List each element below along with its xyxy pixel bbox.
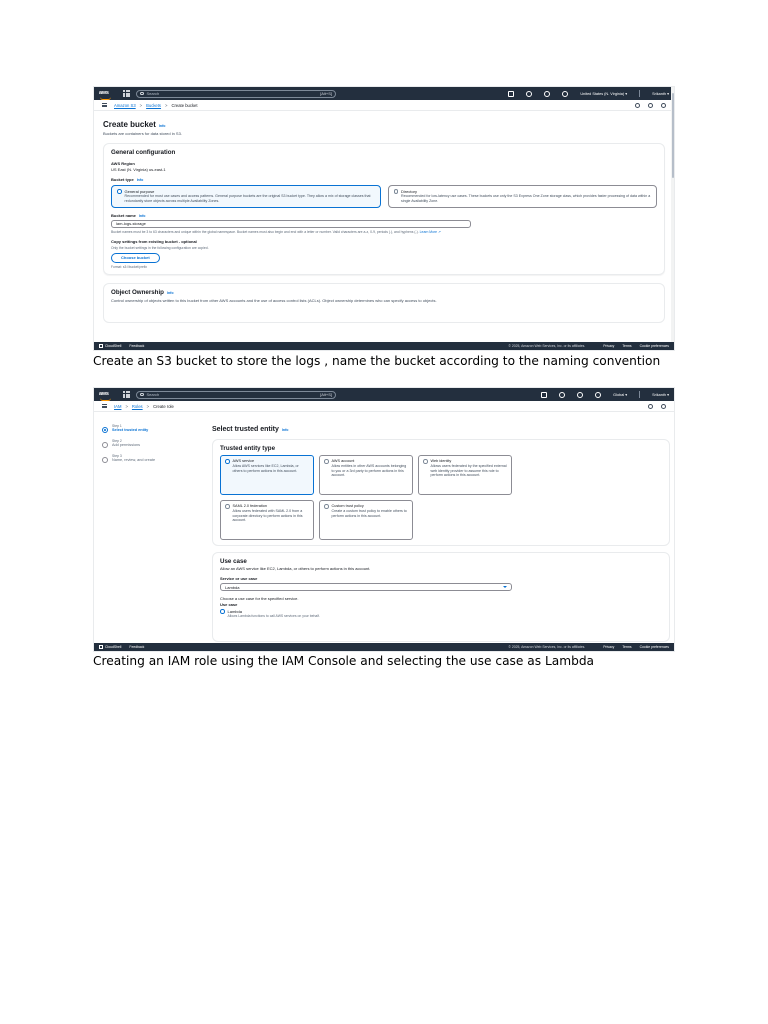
breadcrumb-bar bbox=[94, 401, 674, 412]
aws-top-nav bbox=[94, 87, 674, 100]
panel-title bbox=[111, 289, 657, 296]
notifications-icon[interactable] bbox=[648, 103, 653, 108]
service-select-value: Lambda bbox=[225, 584, 240, 590]
radio-icon[interactable] bbox=[324, 459, 329, 464]
aws-top-nav bbox=[94, 388, 674, 401]
use-case-option-desc: Allows Lambda functions to call AWS services on your behalf. bbox=[227, 614, 320, 618]
privacy-link[interactable]: Privacy bbox=[603, 645, 615, 649]
cloudshell-icon[interactable] bbox=[541, 392, 547, 398]
panel-title: Trusted entity type bbox=[220, 445, 276, 452]
radio-icon[interactable] bbox=[423, 459, 428, 464]
step-number: Step 1 bbox=[112, 424, 122, 428]
bucket-name-hint bbox=[111, 230, 657, 234]
info-link[interactable]: Info bbox=[136, 178, 144, 182]
use-case-description: Allow an AWS service like EC2, Lambda, or others to perform actions in this account. bbox=[220, 566, 371, 571]
entity-title: Web identity bbox=[430, 459, 452, 463]
page-title-text: Create bucket bbox=[103, 120, 156, 129]
entity-saml-federation[interactable] bbox=[220, 500, 314, 540]
scrollbar[interactable] bbox=[671, 87, 674, 350]
info-link[interactable]: Info bbox=[138, 213, 146, 218]
card-description: Recommended for most use cases and access patterns. General purpose buckets are the original S3 bucket type. They allow a mix of storage classes that redundantly store objects across multiple Availability Zones. bbox=[124, 194, 371, 203]
region-selector[interactable]: Global ▾ bbox=[613, 393, 628, 397]
entity-description: Create a custom trust policy to enable others to perform actions in this account. bbox=[331, 508, 407, 518]
privacy-link[interactable]: Privacy bbox=[603, 344, 615, 348]
card-description: Recommended for low-latency use cases. These buckets use only the S3 Express One Zone storage class, which provides faster processing of data within a single Availability Zone. bbox=[401, 194, 651, 203]
wizard-step-2 bbox=[102, 439, 202, 447]
step-pending-icon bbox=[102, 457, 108, 463]
feedback-link[interactable]: Feedback bbox=[129, 645, 145, 649]
breadcrumb-bar bbox=[94, 100, 674, 111]
radio-icon[interactable] bbox=[324, 504, 329, 509]
chevron-right-icon: > bbox=[125, 403, 128, 409]
use-case-label: Use case bbox=[220, 602, 238, 607]
aws-logo[interactable]: aws bbox=[99, 392, 113, 398]
wizard-step-1[interactable] bbox=[102, 424, 202, 432]
chevron-down-icon bbox=[503, 586, 507, 588]
entity-title: Custom trust policy bbox=[331, 504, 364, 508]
iam-create-role-screenshot bbox=[93, 387, 675, 652]
card-title: Directory bbox=[401, 189, 418, 194]
ownership-title-text: Object Ownership bbox=[111, 288, 164, 296]
bucket-type-general-purpose[interactable] bbox=[111, 185, 381, 208]
search-placeholder: Search bbox=[146, 91, 160, 96]
cloudshell-icon[interactable] bbox=[508, 91, 514, 97]
bucket-name-label bbox=[111, 213, 657, 218]
cookie-preferences-link[interactable]: Cookie preferences bbox=[639, 645, 669, 649]
entity-description: Allows users federated by the specified external web identity provider to assume this role to perform actions in this account. bbox=[430, 463, 507, 478]
info-circle-icon[interactable] bbox=[648, 404, 653, 409]
cloudshell-icon bbox=[99, 645, 103, 649]
panel-description: Control ownership of objects written to this bucket from other AWS accounts and the use of access control lists (ACLs). Object ownership determines who can specify access to objects. bbox=[111, 297, 437, 303]
s3-create-bucket-screenshot bbox=[93, 86, 675, 351]
bucket-type-label bbox=[111, 177, 657, 182]
info-link[interactable]: Info bbox=[166, 290, 174, 295]
general-configuration-panel bbox=[103, 143, 665, 275]
entity-title: AWS account bbox=[331, 459, 355, 463]
help-icon[interactable] bbox=[577, 392, 583, 398]
search-input[interactable] bbox=[136, 391, 336, 399]
info-link[interactable]: Info bbox=[281, 428, 289, 432]
bell-icon[interactable] bbox=[526, 91, 532, 97]
region-label: AWS Region bbox=[111, 161, 135, 166]
step-label: Name, review, and create bbox=[112, 458, 156, 462]
step-pending-icon bbox=[102, 442, 108, 448]
page-subtitle: Buckets are containers for data stored in S3. bbox=[103, 131, 182, 136]
use-case-panel bbox=[212, 552, 670, 642]
search-icon bbox=[140, 92, 144, 96]
copyright-text: © 2025, Amazon Web Services, Inc. or its affiliates. bbox=[508, 344, 586, 348]
entity-title: AWS service bbox=[232, 459, 255, 463]
search-shortcut: [Alt+S] bbox=[320, 392, 332, 397]
wizard-steps bbox=[102, 424, 202, 469]
choose-use-case-text: Choose a use case for the specified service. bbox=[220, 596, 299, 601]
gear-icon[interactable] bbox=[595, 392, 601, 398]
settings-icon[interactable] bbox=[661, 103, 666, 108]
choose-bucket-button[interactable]: Choose bucket bbox=[111, 253, 160, 263]
region-selector[interactable]: United States (N. Virginia) ▾ bbox=[580, 92, 628, 96]
bucket-type-directory[interactable] bbox=[388, 185, 658, 208]
learn-more-link[interactable]: Learn More ↗ bbox=[419, 229, 441, 234]
entity-description: Allow users federated with SAML 2.0 from a corporate directory to perform actions in this account. bbox=[232, 508, 303, 523]
panel-title: General configuration bbox=[111, 149, 176, 156]
caption-1: Create an S3 bucket to store the logs , name the bucket according to the naming convention bbox=[93, 354, 661, 368]
entity-custom-trust-policy[interactable] bbox=[319, 500, 413, 540]
console-footer bbox=[94, 643, 674, 651]
radio-selected-icon[interactable] bbox=[117, 189, 122, 194]
cookie-preferences-link[interactable]: Cookie preferences bbox=[639, 344, 669, 348]
aws-logo[interactable]: aws bbox=[99, 91, 113, 97]
cloudshell-link[interactable]: CloudShell bbox=[105, 344, 122, 348]
step-label: Add permissions bbox=[112, 443, 141, 447]
services-grid-icon[interactable] bbox=[123, 391, 130, 398]
copyright-text: © 2025, Amazon Web Services, Inc. or its affiliates. bbox=[508, 645, 586, 649]
hint-text: Bucket names must be 3 to 63 characters and unique within the global namespace. Bucket names must also begin and end with a letter or number. Valid characters are a-z, 0-9, periods (.), and hyphens (-). bbox=[111, 229, 419, 234]
entity-web-identity[interactable] bbox=[418, 455, 512, 495]
breadcrumb-iam[interactable]: IAM bbox=[114, 403, 122, 409]
trusted-entity-panel bbox=[212, 439, 670, 546]
copy-settings-desc: Only the bucket settings in the following configuration are copied. bbox=[111, 245, 209, 250]
terms-link[interactable]: Terms bbox=[622, 645, 632, 649]
chevron-right-icon: > bbox=[139, 102, 143, 108]
service-select[interactable] bbox=[220, 583, 512, 591]
entity-aws-service[interactable] bbox=[220, 455, 314, 495]
caption-2: Creating an IAM role using the IAM Console and selecting the use case as Lambda bbox=[93, 654, 595, 668]
radio-icon[interactable] bbox=[225, 504, 230, 509]
page-title bbox=[212, 426, 670, 433]
entity-description: Allow entities in other AWS accounts belonging to you or a 3rd party to perform actions in this account. bbox=[331, 463, 407, 478]
step-number: Step 2 bbox=[112, 439, 122, 443]
entity-description: Allow AWS services like EC2, Lambda, or others to perform actions in this account. bbox=[232, 463, 299, 473]
card-title: General purpose bbox=[124, 189, 155, 194]
search-placeholder: Search bbox=[146, 392, 160, 397]
bell-icon[interactable] bbox=[559, 392, 565, 398]
breadcrumb-current: Create role bbox=[153, 403, 174, 409]
help-icon[interactable] bbox=[544, 91, 550, 97]
step-current-icon bbox=[102, 427, 108, 433]
object-ownership-panel bbox=[103, 283, 665, 323]
service-label: Service or use case bbox=[220, 576, 258, 581]
info-circle-icon[interactable] bbox=[635, 103, 640, 108]
account-menu[interactable]: Srikanth ▾ bbox=[652, 92, 669, 96]
page-title-text: Select trusted entity bbox=[212, 426, 279, 433]
search-input[interactable] bbox=[136, 90, 336, 98]
settings-icon[interactable] bbox=[661, 404, 666, 409]
entity-title: SAML 2.0 federation bbox=[232, 504, 267, 508]
menu-icon[interactable] bbox=[102, 404, 107, 408]
breadcrumb-roles[interactable]: Roles bbox=[131, 403, 143, 409]
bucket-type-label-text: Bucket type bbox=[111, 177, 134, 182]
region-value: US East (N. Virginia) us-east-1 bbox=[111, 167, 166, 172]
breadcrumb-amazon-s3[interactable]: Amazon S3 bbox=[114, 102, 136, 108]
search-shortcut: [Alt+S] bbox=[320, 91, 332, 96]
menu-icon[interactable] bbox=[102, 103, 107, 107]
breadcrumb-current: Create bucket bbox=[171, 102, 198, 108]
terms-link[interactable]: Terms bbox=[622, 344, 632, 348]
cloudshell-link[interactable]: CloudShell bbox=[105, 645, 122, 649]
chevron-right-icon: > bbox=[146, 403, 150, 409]
bucket-name-input[interactable]: lam-logs-storage bbox=[111, 220, 471, 228]
feedback-link[interactable]: Feedback bbox=[129, 344, 145, 348]
nav-divider bbox=[639, 391, 640, 398]
radio-icon[interactable] bbox=[394, 189, 399, 194]
bucket-name-label-text: Bucket name bbox=[111, 212, 136, 218]
entity-aws-account[interactable] bbox=[319, 455, 413, 495]
panel-title: Use case bbox=[220, 558, 247, 565]
console-footer bbox=[94, 342, 674, 350]
format-hint: Format: s3://bucket/prefix bbox=[111, 264, 147, 269]
page-title bbox=[103, 120, 665, 129]
radio-selected-icon[interactable] bbox=[220, 609, 225, 614]
services-grid-icon[interactable] bbox=[123, 90, 130, 97]
search-icon bbox=[140, 393, 144, 397]
account-menu[interactable]: Srikanth ▾ bbox=[652, 393, 669, 397]
scrollbar-thumb[interactable] bbox=[672, 93, 674, 178]
step-label: Select trusted entity bbox=[112, 428, 149, 432]
use-case-option-title: Lambda bbox=[227, 609, 242, 614]
breadcrumb-buckets[interactable]: Buckets bbox=[146, 102, 162, 108]
step-number: Step 3 bbox=[112, 454, 122, 458]
radio-selected-icon[interactable] bbox=[225, 459, 230, 464]
wizard-step-3 bbox=[102, 454, 202, 462]
info-link[interactable]: Info bbox=[158, 124, 166, 128]
nav-divider bbox=[639, 90, 640, 97]
cloudshell-icon bbox=[99, 344, 103, 348]
gear-icon[interactable] bbox=[562, 91, 568, 97]
copy-settings-label: Copy settings from existing bucket - optional bbox=[111, 238, 197, 244]
chevron-right-icon: > bbox=[165, 102, 168, 108]
